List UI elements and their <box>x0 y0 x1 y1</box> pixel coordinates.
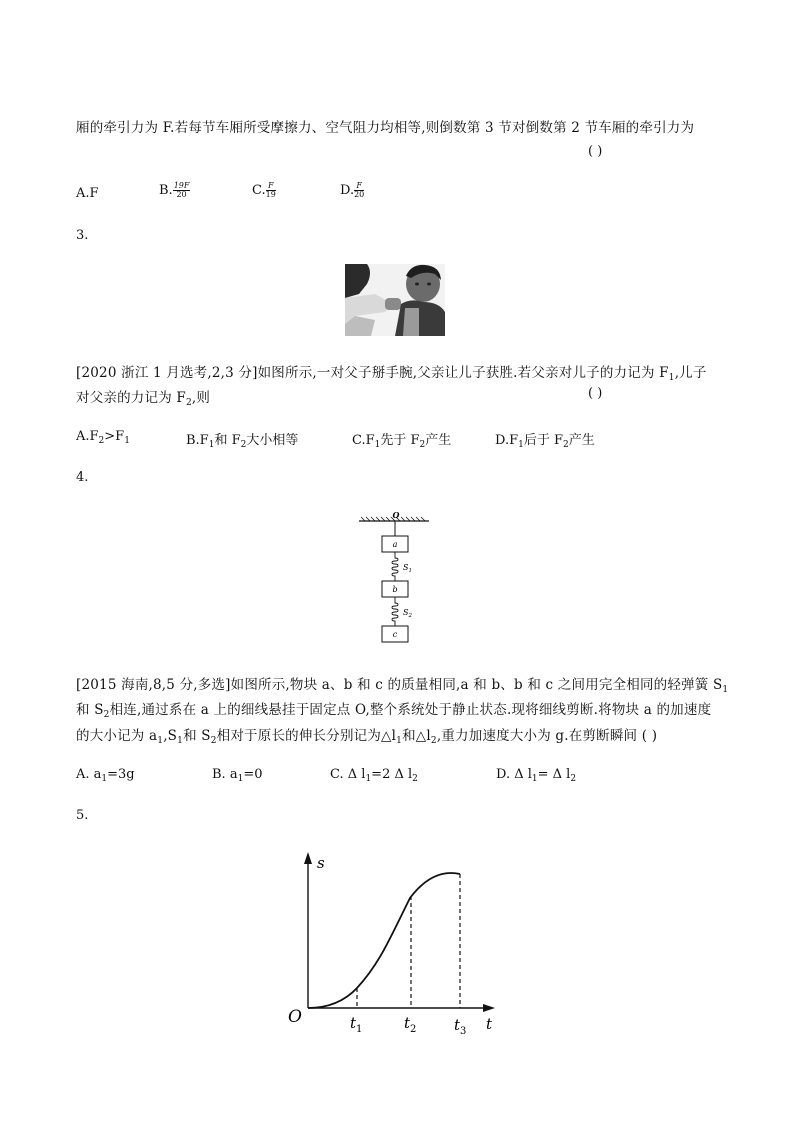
q3-stem-line2: 对父亲的力记为 $F_2$,则 <box>76 390 211 408</box>
origin-label: O <box>288 1007 302 1027</box>
question-number-5: 5. <box>76 808 89 823</box>
q2-option-a[interactable]: A.F <box>76 186 99 201</box>
q4-option-b[interactable]: B. $a_1=0$ <box>212 767 263 784</box>
spring-s2 <box>392 597 398 626</box>
fraction: $\frac{19F}{20}$ <box>173 181 190 199</box>
q3-option-d[interactable]: $D.F_1$后于 $F_2$产生 <box>495 433 595 450</box>
t3-label: $t_3$ <box>454 1016 467 1037</box>
fraction: $\frac{F}{20}$ <box>354 181 365 199</box>
question-number-3: 3. <box>76 228 89 243</box>
q4-option-c[interactable]: C. Δ $l_1=2$ Δ $l_2$ <box>330 767 418 784</box>
question-number-4: 4. <box>76 470 89 485</box>
fraction: $\frac{F}{19}$ <box>265 181 276 199</box>
s-t-graph <box>280 848 510 1038</box>
spring-s1-label: $S_1$ <box>403 563 412 574</box>
q4-stem-line1: [2015 海南,8,5 分,多选]如图所示,物块 a、b 和 c 的质量相同,a 和 b、b 和 c 之间用完全相同的轻弹簧 $S_1$ <box>76 677 729 695</box>
block-a-label: a <box>392 540 398 549</box>
q4-option-d[interactable]: D. Δ $l_1= \Delta$ $l_2$ <box>496 767 577 784</box>
point-o-label: O <box>392 510 400 520</box>
spring-block-diagram <box>355 510 435 650</box>
q4-option-a[interactable]: A. $a_1=3g$ <box>76 767 135 784</box>
q2-option-c[interactable]: C. $\frac{F}{19}$ <box>252 181 276 199</box>
t2-label: $t_2$ <box>404 1014 417 1035</box>
q4-stem-line2: 和 $S_2$相连,通过系在 a 上的细线悬挂于固定点 O,整个系统处于静止状态.现将细线剪断.将物块 a 的加速度 <box>76 702 712 720</box>
q2-option-d[interactable]: D. $\frac{F}{20}$ <box>340 181 365 199</box>
y-axis-arrow-icon <box>304 852 312 864</box>
q3-option-c[interactable]: $C.F_1$先于 $F_2$产生 <box>352 433 452 450</box>
q3-option-a[interactable]: $A.F_2>F_1$ <box>76 429 130 446</box>
q2-option-b[interactable]: B. $\frac{19F}{20}$ <box>159 181 190 199</box>
x-axis-arrow-icon <box>483 1004 495 1012</box>
q2-answer-paren: ( ) <box>588 144 603 159</box>
x-axis-label: t <box>486 1015 493 1033</box>
s-t-curve <box>308 873 460 1008</box>
q3-stem-line1: [2020 浙江 1 月选考,2,3 分]如图所示,一对父子掰手腕,父亲让儿子获胜.若父亲对儿子的力记为 $F_1$,儿子 <box>76 365 707 383</box>
q2-stem-tail: 厢的牵引力为 F.若每节车厢所受摩擦力、空气阻力均相等,则倒数第 3 节对倒数第 2 节车厢的牵引力为 <box>76 120 695 136</box>
block-b-label: b <box>392 585 398 594</box>
y-axis-label: s <box>317 854 325 872</box>
spring-s2-label: $S_2$ <box>403 608 412 619</box>
t1-label: $t_1$ <box>350 1014 363 1035</box>
q4-stem-line3: 的大小记为 $a_1,S_1$和 $S_2$相对于原长的伸长分别记为$\triangle l_1$和$\triangle l_2$,重力加速度大小为 g.在剪断瞬间 ( ) <box>76 728 658 746</box>
arm-wrestling-photo <box>345 264 445 336</box>
q3-answer-paren: ( ) <box>588 386 603 401</box>
q3-option-b[interactable]: $B.F_1$和 $F_2$大小相等 <box>186 433 299 450</box>
block-c-label: c <box>392 630 398 639</box>
spring-s1 <box>392 552 398 581</box>
